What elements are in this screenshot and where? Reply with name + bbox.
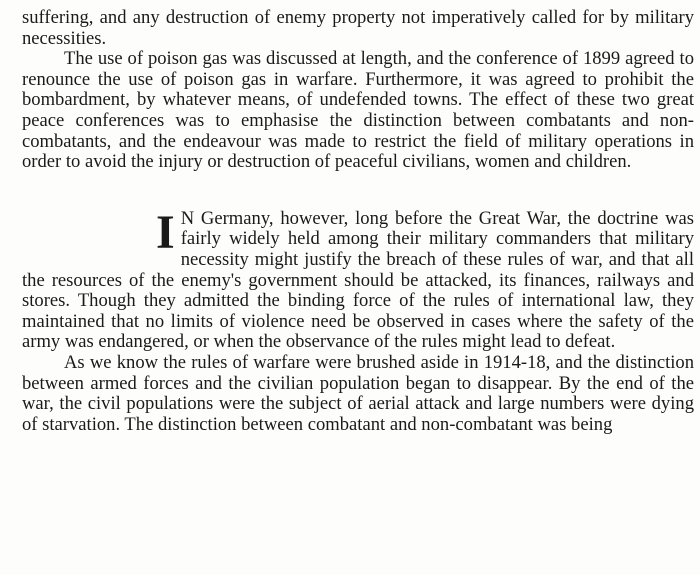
- paragraph-poison-gas: The use of poison gas was discussed at length, and the conference of 1899 agreed to renounce the use of poison gas in warfare. Furthermore, it was agreed to prohibit the bombardment, by whatever means, of undefended towns. The effect of these two great peace conferences was to emphasise the distinction between combatants and non-combatants, and the endeavour was made to restrict the field of military operations in order to avoid the injury or destruction of peaceful civilians, women and children.: [22, 48, 694, 173]
- paragraph-germany-text: N Germany, however, long before the Great War, the doctrine was fairly widely held among their military commanders that military necessity might justify the breach of these rules of war, and that all the resources of the enemy's government should be attacked, its finances, railways and stores. Though they admitted the binding force of the rules of international law, they maintained that no limits of violence need be observed in cases where the safety of the army was endangered, or when the observance of the rules might lead to defeat.: [22, 207, 694, 353]
- section-break: [22, 173, 694, 209]
- drop-cap: I: [156, 205, 175, 259]
- paragraph-rules-brushed-aside: As we know the rules of warfare were brushed aside in 1914-18, and the distinction between armed forces and the civilian population began to disappear. By the end of the war, the civil populations were the subject of aerial attack and large numbers were dying of starvation. The distinction between combatant and non-combatant was being: [22, 351, 694, 435]
- paragraph-continuation: suffering, and any destruction of enemy property not imperatively called for by military necessities.: [22, 7, 694, 49]
- paragraph-germany: [22, 205, 694, 353]
